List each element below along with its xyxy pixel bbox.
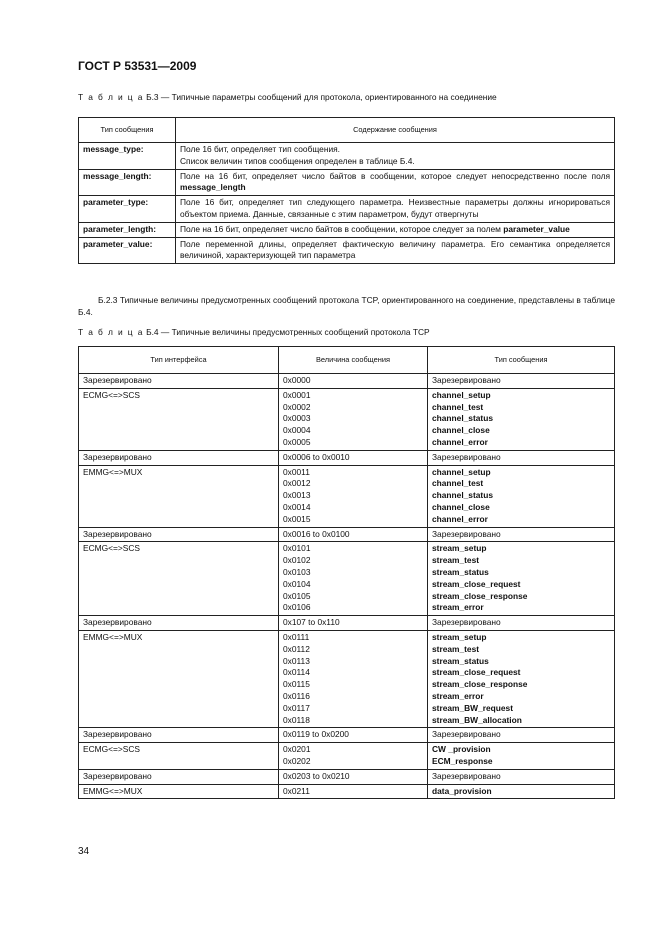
description-text: Поле 16 бит, определяет тип сообщения. bbox=[180, 144, 340, 154]
message-type: channel_error bbox=[432, 513, 488, 524]
table-b4-body bbox=[79, 374, 615, 799]
message-value-cell bbox=[279, 769, 428, 784]
table-b3-row bbox=[79, 143, 615, 170]
param-name-cell: message_type: bbox=[79, 143, 176, 170]
message-type: stream_error bbox=[432, 690, 484, 701]
message-value: 0x0117 bbox=[283, 702, 310, 713]
interface-type-cell: Зарезервировано bbox=[79, 374, 279, 389]
message-value: 0x0016 to 0x0100 bbox=[283, 528, 350, 539]
table-b4-row bbox=[79, 769, 615, 784]
message-value: 0x0111 bbox=[283, 631, 310, 642]
table-b4-row bbox=[79, 728, 615, 743]
message-value: 0x0013 bbox=[283, 490, 311, 501]
param-name-cell: parameter_type: bbox=[79, 196, 176, 223]
message-value: 0x0000 bbox=[283, 375, 311, 385]
message-value: 0x0004 bbox=[283, 425, 311, 436]
interface-type-cell: EMMG<=>MUX bbox=[79, 630, 279, 727]
table-b3-row bbox=[79, 222, 615, 237]
message-type-cell bbox=[428, 743, 615, 770]
table-b4-row bbox=[79, 542, 615, 616]
message-type: channel_test bbox=[432, 478, 484, 489]
message-type: ECM_response bbox=[432, 755, 493, 766]
message-type: Зарезервировано bbox=[432, 729, 501, 740]
message-type: CW _provision bbox=[432, 744, 491, 755]
table-b3 bbox=[78, 117, 615, 264]
message-value: 0x0115 bbox=[283, 679, 310, 690]
message-value: 0x0106 bbox=[283, 602, 311, 613]
table-b4-row bbox=[79, 743, 615, 770]
message-type: stream_setup bbox=[432, 543, 487, 554]
message-value-cell bbox=[279, 542, 428, 616]
message-type-cell bbox=[428, 630, 615, 727]
interface-type-cell: ECMG<=>SCS bbox=[79, 388, 279, 450]
table-b4-row bbox=[79, 374, 615, 389]
interface-type-cell: Зарезервировано bbox=[79, 527, 279, 542]
message-type: Зарезервировано bbox=[432, 528, 501, 539]
message-type: stream_close_request bbox=[432, 578, 521, 589]
table-b4-caption bbox=[78, 327, 430, 337]
message-type-cell bbox=[428, 374, 615, 389]
message-value: 0x0005 bbox=[283, 436, 311, 447]
message-value: 0x0114 bbox=[283, 667, 310, 678]
message-value: 0x0105 bbox=[283, 590, 311, 601]
message-type-cell bbox=[428, 450, 615, 465]
message-type-cell bbox=[428, 527, 615, 542]
table-b3-caption-text: Б.3 — Типичные параметры сообщений для протокола, ориентированного на соединение bbox=[143, 92, 497, 102]
interface-type-cell: Зарезервировано bbox=[79, 728, 279, 743]
message-value-cell bbox=[279, 527, 428, 542]
message-value-cell bbox=[279, 784, 428, 799]
table-b4-caption-prefix: Т а б л и ц а bbox=[78, 327, 144, 337]
message-value: 0x0104 bbox=[283, 578, 311, 589]
table-b3-caption bbox=[78, 92, 497, 102]
message-type: Зарезервировано bbox=[432, 617, 501, 628]
description-text: Поле на 16 бит, определяет число байтов в сообщении, которое следует непосредственно после поля bbox=[180, 170, 610, 181]
description-text: Поле 16 бит, определяет тип следующего параметра. Неизвестные параметры должны игнорироваться объектом приема. Данные, связанные с этим параметром, будут отвергнуты bbox=[180, 197, 610, 219]
message-value: 0x0116 bbox=[283, 690, 310, 701]
message-type: Зарезервировано bbox=[432, 451, 501, 462]
interface-type-cell: ECMG<=>SCS bbox=[79, 743, 279, 770]
message-type-cell bbox=[428, 616, 615, 631]
message-value: 0x0102 bbox=[283, 555, 311, 566]
message-value: 0x0015 bbox=[283, 513, 311, 524]
message-type: stream_close_response bbox=[432, 590, 528, 601]
param-description-cell bbox=[176, 196, 615, 223]
message-value: 0x0002 bbox=[283, 401, 311, 412]
paragraph-b23: Б.2.3 Типичные величины предусмотренных сообщений протокола TCP, ориентированного на соединение, представлены в таблице Б.4. bbox=[78, 295, 615, 317]
message-value: 0x0118 bbox=[283, 714, 310, 725]
message-type-cell bbox=[428, 784, 615, 799]
message-value: 0x0119 to 0x0200 bbox=[283, 729, 349, 740]
message-type: stream_close_response bbox=[432, 679, 528, 690]
message-type: channel_close bbox=[432, 425, 490, 436]
param-description-cell bbox=[176, 143, 615, 170]
message-type-cell bbox=[428, 388, 615, 450]
message-type: channel_setup bbox=[432, 389, 491, 400]
interface-type-cell: Зарезервировано bbox=[79, 616, 279, 631]
table-b3-row bbox=[79, 196, 615, 223]
message-type: channel_status bbox=[432, 413, 493, 424]
table-b4-header-interface: Тип интерфейса bbox=[79, 347, 279, 374]
param-name-cell: parameter_value: bbox=[79, 237, 176, 264]
message-value: 0x0101 bbox=[283, 543, 311, 554]
message-value-cell bbox=[279, 728, 428, 743]
message-type-cell bbox=[428, 728, 615, 743]
table-b3-header-type: Тип сообщения bbox=[79, 118, 176, 143]
message-type-cell bbox=[428, 465, 615, 527]
message-value: 0x0006 to 0x0010 bbox=[283, 451, 350, 462]
message-value-cell bbox=[279, 743, 428, 770]
param-name-cell: parameter_length: bbox=[79, 222, 176, 237]
message-value: 0x0113 bbox=[283, 655, 310, 666]
interface-type-cell: EMMG<=>MUX bbox=[79, 465, 279, 527]
message-value: 0x0103 bbox=[283, 566, 311, 577]
interface-type-cell: Зарезервировано bbox=[79, 769, 279, 784]
message-value: 0x0201 bbox=[283, 744, 311, 755]
message-value: 0x0014 bbox=[283, 501, 311, 512]
message-type: channel_status bbox=[432, 490, 493, 501]
table-b4-row bbox=[79, 388, 615, 450]
table-b3-body bbox=[79, 143, 615, 264]
table-b4-row bbox=[79, 616, 615, 631]
table-b4-caption-text: Б.4 — Типичные величины предусмотренных сообщений протокола TCP bbox=[143, 327, 430, 337]
message-type: stream_test bbox=[432, 643, 480, 654]
message-value: 0x0112 bbox=[283, 643, 310, 654]
message-value: 0x107 to 0x110 bbox=[283, 617, 340, 628]
standard-header: ГОСТ Р 53531—2009 bbox=[78, 59, 197, 73]
message-type: channel_close bbox=[432, 501, 490, 512]
table-b3-caption-prefix: Т а б л и ц а bbox=[78, 92, 144, 102]
message-value-cell bbox=[279, 388, 428, 450]
description-field-name: message_length bbox=[180, 182, 246, 193]
message-type: stream_BW_request bbox=[432, 702, 513, 713]
table-b3-header-row bbox=[79, 118, 615, 143]
message-value-cell bbox=[279, 374, 428, 389]
param-description-cell bbox=[176, 169, 615, 196]
interface-type-cell: ECMG<=>SCS bbox=[79, 542, 279, 616]
message-value: 0x0202 bbox=[283, 755, 311, 766]
table-b3-row bbox=[79, 169, 615, 196]
table-b4-row bbox=[79, 450, 615, 465]
description-text: Поле на 16 бит, определяет число байтов в сообщении, которое следует за полем bbox=[180, 223, 504, 234]
message-value-cell bbox=[279, 450, 428, 465]
message-value-cell bbox=[279, 465, 428, 527]
interface-type-cell: Зарезервировано bbox=[79, 450, 279, 465]
message-value: 0x0011 bbox=[283, 466, 310, 477]
param-name-cell: message_length: bbox=[79, 169, 176, 196]
message-type: channel_test bbox=[432, 401, 484, 412]
message-type: stream_status bbox=[432, 566, 489, 577]
param-description-cell bbox=[176, 222, 615, 237]
table-b4-row bbox=[79, 465, 615, 527]
message-value: 0x0203 to 0x0210 bbox=[283, 770, 350, 781]
message-type: stream_setup bbox=[432, 631, 487, 642]
message-value: 0x0003 bbox=[283, 413, 311, 424]
message-value: 0x0001 bbox=[283, 389, 311, 400]
interface-type-cell: EMMG<=>MUX bbox=[79, 784, 279, 799]
table-b4-row bbox=[79, 784, 615, 799]
table-b3-header-content: Содержание сообщения bbox=[176, 118, 615, 143]
table-b4-row bbox=[79, 630, 615, 727]
message-type: stream_status bbox=[432, 655, 489, 666]
message-type: channel_setup bbox=[432, 466, 491, 477]
message-type: stream_test bbox=[432, 555, 480, 566]
table-b4-row bbox=[79, 527, 615, 542]
message-type: data_provision bbox=[432, 785, 492, 796]
table-b4-header-value: Величина сообщения bbox=[279, 347, 428, 374]
message-type: stream_close_request bbox=[432, 667, 521, 678]
description-field-name: parameter_value bbox=[503, 223, 570, 234]
description-text: Поле переменной длины, определяет фактическую величину параметра. Его семантика определяется величиной, характеризующей тип параметра bbox=[180, 238, 610, 261]
message-type: stream_BW_allocation bbox=[432, 714, 522, 725]
message-value-cell bbox=[279, 616, 428, 631]
description-text: Список величин типов сообщения определен в таблице Б.4. bbox=[180, 155, 415, 166]
table-b4 bbox=[78, 346, 615, 799]
param-description-cell bbox=[176, 237, 615, 264]
message-value-cell bbox=[279, 630, 428, 727]
message-type-cell bbox=[428, 769, 615, 784]
message-value: 0x0211 bbox=[283, 785, 310, 796]
page-number: 34 bbox=[78, 846, 90, 857]
message-type: channel_error bbox=[432, 436, 488, 447]
message-type: stream_error bbox=[432, 602, 484, 613]
message-type: Зарезервировано bbox=[432, 375, 501, 385]
message-value: 0x0012 bbox=[283, 478, 311, 489]
table-b3-row bbox=[79, 237, 615, 264]
message-type-cell bbox=[428, 542, 615, 616]
table-b4-header-msgtype: Тип сообщения bbox=[428, 347, 615, 374]
message-type: Зарезервировано bbox=[432, 770, 501, 781]
table-b4-header-row bbox=[79, 347, 615, 374]
